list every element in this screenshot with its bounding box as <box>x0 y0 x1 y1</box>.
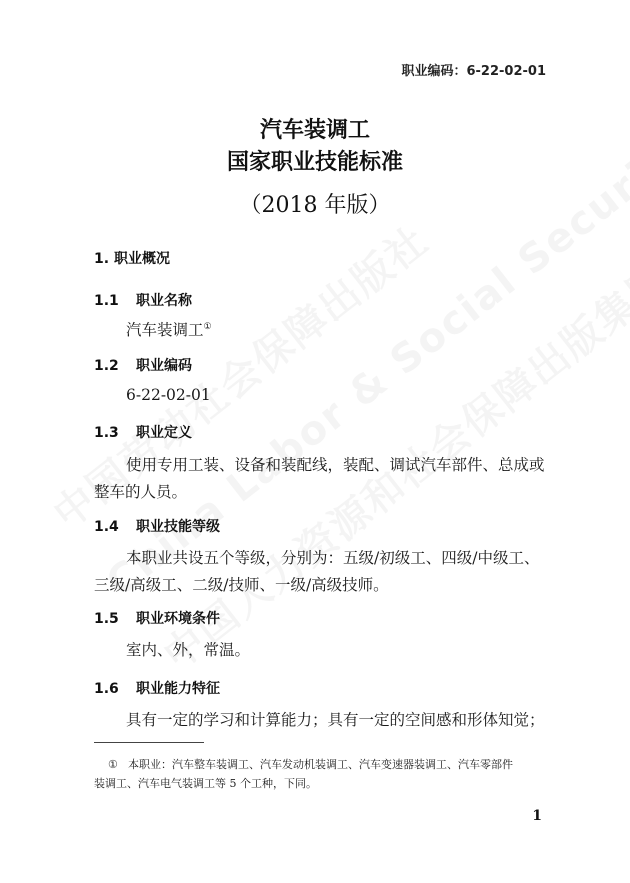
section-heading-1-2 <box>94 355 192 375</box>
section-number: 1.6 <box>94 681 119 697</box>
section-title: 职业编码 <box>136 358 192 374</box>
levels-line-2: 三级/高级工、二级/技师、一级/高级技师。 <box>94 576 389 594</box>
definition-line-2: 整车的人员。 <box>94 483 188 501</box>
section-number: 1. <box>94 251 110 267</box>
section-heading-1-3 <box>94 422 192 442</box>
section-heading-1-1 <box>94 290 192 310</box>
occupation-name-text: 汽车装调工 <box>126 321 204 340</box>
footnote-text: 本职业：汽车整车装调工、汽车发动机装调工、汽车变速器装调工、汽车零部件 <box>128 758 513 771</box>
section-number: 1.2 <box>94 358 119 374</box>
footnote-line-2: 装调工、汽车电气装调工等 5 个工种，下同。 <box>94 777 317 790</box>
footnote-divider <box>94 742 204 743</box>
section-heading-1-5 <box>94 608 220 628</box>
section-number: 1.3 <box>94 425 119 441</box>
edition-label: （2018 年版） <box>239 193 391 218</box>
section-number: 1.1 <box>94 293 119 309</box>
section-title: 职业技能等级 <box>136 519 220 535</box>
section-heading-1 <box>94 248 170 268</box>
occupation-name <box>126 314 596 343</box>
ability-text: 具有一定的学习和计算能力；具有一定的空间感和形体知觉； <box>126 711 545 729</box>
title-line-2: 国家职业技能标准 <box>226 150 403 175</box>
occupation-code: 6-22-02-01 <box>126 386 211 404</box>
definition-line-1: 使用专用工装、设备和装配线，装配、调试汽车部件、总成或 <box>126 456 545 474</box>
section-title: 职业概况 <box>114 251 170 267</box>
levels-line-1: 本职业共设五个等级，分别为：五级/初级工、四级/中级工、 <box>126 549 540 567</box>
environment-text: 室内、外，常温。 <box>126 641 251 659</box>
title-line-1: 汽车装调工 <box>259 118 370 143</box>
section-number: 1.5 <box>94 611 119 627</box>
section-heading-1-4 <box>94 516 220 536</box>
section-title: 职业能力特征 <box>136 681 220 697</box>
section-title: 职业定义 <box>136 425 192 441</box>
occupation-code-header: 职业编码：6-22-02-01 <box>401 64 546 79</box>
section-title: 职业名称 <box>136 293 192 309</box>
section-heading-1-6 <box>94 678 220 698</box>
footnote <box>94 755 554 793</box>
footnote-line-1 <box>94 755 554 774</box>
footnote-marker: ① <box>203 322 212 332</box>
footnote-marker: ① <box>108 758 118 771</box>
page-number: 1 <box>532 808 542 824</box>
section-title: 职业环境条件 <box>136 611 220 627</box>
section-number: 1.4 <box>94 519 119 535</box>
